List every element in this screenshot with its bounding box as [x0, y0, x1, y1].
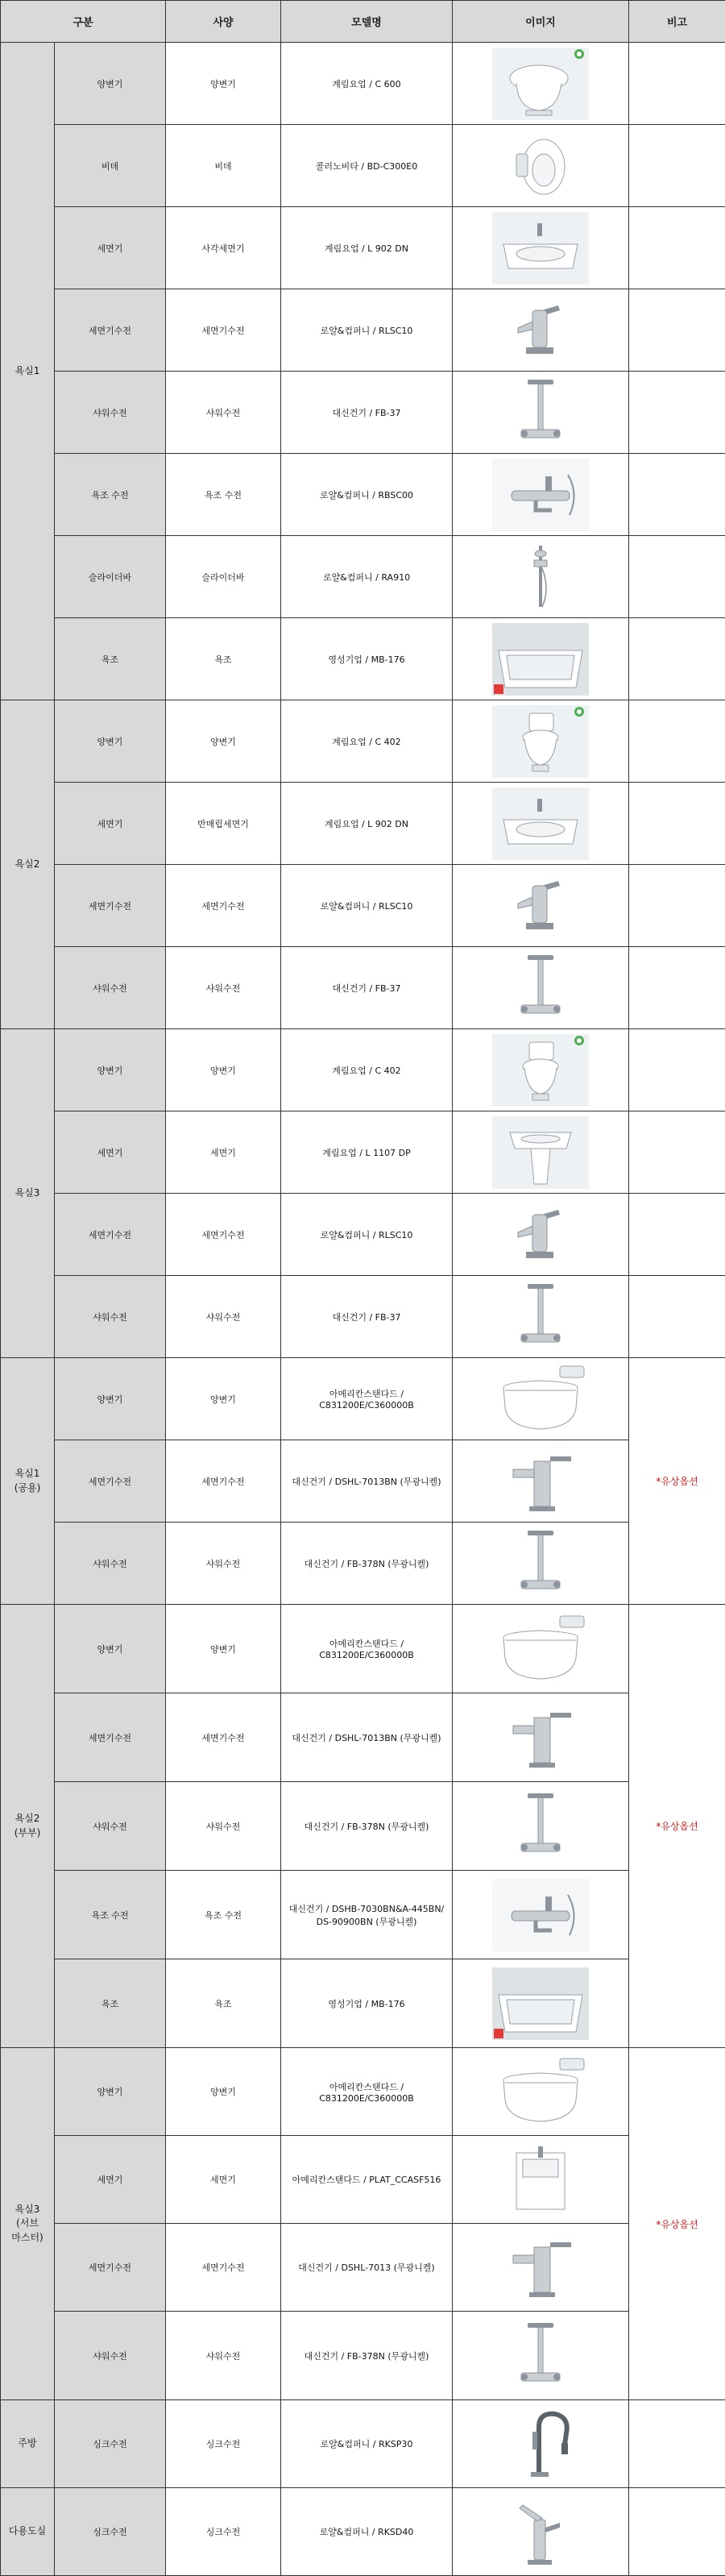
fixture-model: 계림요업 / L 902 DN: [281, 207, 453, 289]
fixture-category: 욕조 수전: [55, 1871, 166, 1959]
pull-down-sink-faucet-icon: [492, 2408, 589, 2480]
product-image-cell: [453, 947, 629, 1029]
fixture-category: 양변기: [55, 2048, 166, 2136]
shower-faucet-icon: [492, 1281, 589, 1353]
square-basin-faucet-icon: [492, 1445, 589, 1518]
table-row: [1, 536, 725, 618]
note-cell: [629, 618, 725, 700]
note-cell: [629, 43, 725, 125]
fixture-category: 세면기수전: [55, 1440, 166, 1523]
fixture-model: 대신건기 / DSHL-7013BN (무광니켈): [281, 1440, 453, 1523]
fixture-category: 샤워수전: [55, 1782, 166, 1871]
product-image-cell: [453, 1440, 629, 1523]
room-label: 욕실1: [1, 43, 55, 700]
fixture-model: 영성기업 / MB-176: [281, 618, 453, 700]
fixture-model: 아메리칸스탠다드 / C831200E/C360000B: [281, 1605, 453, 1693]
product-image-cell: [453, 125, 629, 207]
product-image-cell: [453, 289, 629, 372]
slide-bar-icon: [492, 541, 589, 613]
washbasin-icon: [492, 787, 589, 860]
product-image-cell: [453, 1358, 629, 1440]
fixture-model: 아메리칸스탠다드 / C831200E/C360000B: [281, 1358, 453, 1440]
fixture-spec: 세면기: [166, 1111, 281, 1194]
product-image-cell: [453, 1111, 629, 1194]
fixture-spec: 반매립세면기: [166, 783, 281, 865]
fixture-category: 세면기: [55, 783, 166, 865]
fixture-category: 양변기: [55, 1605, 166, 1693]
fixture-category: 슬라이더바: [55, 536, 166, 618]
fixture-category: 양변기: [55, 700, 166, 783]
basin-faucet-icon: [492, 1199, 589, 1271]
fixture-category: 샤워수전: [55, 947, 166, 1029]
table-row: [1, 1693, 725, 1782]
fixture-model: 계림요업 / L 902 DN: [281, 783, 453, 865]
fixture-model: 로얄&컴퍼니 / RKSD40: [281, 2488, 453, 2576]
product-image-cell: [453, 2488, 629, 2576]
fixture-category: 양변기: [55, 1029, 166, 1111]
bathtub-icon: [492, 623, 589, 696]
fixture-model: 로얄&컴퍼니 / RLSC10: [281, 1194, 453, 1276]
bidet-seat-icon: [492, 130, 589, 202]
fixture-category: 비데: [55, 125, 166, 207]
fixture-model: 계림요업 / C 600: [281, 43, 453, 125]
table-row: [1, 1959, 725, 2048]
product-image-cell: [453, 2400, 629, 2488]
fixture-model: 대신건기 / FB-37: [281, 947, 453, 1029]
table-row: [1, 2048, 725, 2136]
fixture-model: 대신건기 / FB-378N (무광니켈): [281, 1782, 453, 1871]
fixture-model: 아메리칸스탠다드 / C831200E/C360000B: [281, 2048, 453, 2136]
fixture-spec: 양변기: [166, 1029, 281, 1111]
note-cell: [629, 783, 725, 865]
fixture-spec: 샤워수전: [166, 372, 281, 454]
fixture-category: 욕조: [55, 618, 166, 700]
note-cell: [629, 2400, 725, 2488]
fixture-spec: 슬라이더바: [166, 536, 281, 618]
fixture-spec: 양변기: [166, 2048, 281, 2136]
note-cell: [629, 372, 725, 454]
bath-faucet-icon: [492, 1879, 589, 1951]
table-row: [1, 783, 725, 865]
product-image-cell: [453, 2048, 629, 2136]
table-row: [1, 2224, 725, 2312]
fixture-spec: 샤워수전: [166, 1276, 281, 1358]
square-basin-faucet-icon: [492, 2231, 589, 2304]
note-cell: [629, 207, 725, 289]
product-image-cell: [453, 1782, 629, 1871]
fixture-spec: 세면기수전: [166, 1693, 281, 1782]
vessel-basin-icon: [492, 2143, 589, 2216]
table-row: [1, 1276, 725, 1358]
product-image-cell: [453, 865, 629, 947]
fixture-category: 샤워수전: [55, 2312, 166, 2400]
note-cell: [629, 700, 725, 783]
fixture-category: 세면기: [55, 2136, 166, 2224]
fixture-category: 세면기수전: [55, 2224, 166, 2312]
fixture-model: 대신건기 / DSHL-7013BN (무광니켈): [281, 1693, 453, 1782]
fixture-spec: 양변기: [166, 43, 281, 125]
product-image-cell: [453, 454, 629, 536]
note-cell: [629, 1276, 725, 1358]
shower-faucet-icon: [492, 1527, 589, 1600]
fixture-spec: 사각세면기: [166, 207, 281, 289]
fixture-category: 샤워수전: [55, 1276, 166, 1358]
fixture-model: 로얄&컴퍼니 / RLSC10: [281, 865, 453, 947]
note-cell: [629, 1029, 725, 1111]
shower-faucet-icon: [492, 376, 589, 449]
note-cell: [629, 536, 725, 618]
header-image: 이미지: [453, 1, 629, 43]
fixture-spec: 싱크수전: [166, 2488, 281, 2576]
room-label: 주방: [1, 2400, 55, 2488]
product-image-cell: [453, 1605, 629, 1693]
table-row: [1, 43, 725, 125]
product-image-cell: [453, 700, 629, 783]
sink-faucet-icon: [492, 2495, 589, 2568]
note-cell: [629, 125, 725, 207]
bathtub-icon: [492, 1967, 589, 2040]
fixture-spec: 세면기수전: [166, 1194, 281, 1276]
note-cell: [629, 454, 725, 536]
fixture-spec: 양변기: [166, 1358, 281, 1440]
fixture-category: 세면기수전: [55, 1194, 166, 1276]
washbasin-icon: [492, 212, 589, 285]
fixture-spec: 샤워수전: [166, 1782, 281, 1871]
product-image-cell: [453, 1194, 629, 1276]
fixture-model: 대신건기 / DSHL-7013 (무광니켈): [281, 2224, 453, 2312]
fixture-category: 양변기: [55, 43, 166, 125]
fixture-model: 영성기업 / MB-176: [281, 1959, 453, 2048]
product-image-cell: [453, 783, 629, 865]
product-image-cell: [453, 372, 629, 454]
fixture-category: 세면기수전: [55, 289, 166, 372]
paid-option-note: *유상옵션: [629, 1605, 725, 2048]
fixture-model: 로얄&컴퍼니 / RBSC00: [281, 454, 453, 536]
room-label: 욕실3: [1, 1029, 55, 1358]
table-row: [1, 1194, 725, 1276]
paid-option-note: *유상옵션: [629, 2048, 725, 2400]
table-row: [1, 1782, 725, 1871]
fixture-spec: 싱크수전: [166, 2400, 281, 2488]
table-row: [1, 1605, 725, 1693]
note-cell: [629, 947, 725, 1029]
table-row: [1, 618, 725, 700]
table-row: [1, 454, 725, 536]
table-row: [1, 865, 725, 947]
room-label: 욕실2: [1, 700, 55, 1029]
shower-faucet-icon: [492, 952, 589, 1024]
product-image-cell: [453, 1693, 629, 1782]
fixture-model: 계림요업 / C 402: [281, 1029, 453, 1111]
header-model: 모델명: [281, 1, 453, 43]
fixture-spec: 세면기수전: [166, 289, 281, 372]
fixture-category: 세면기: [55, 207, 166, 289]
table-row: [1, 947, 725, 1029]
room-label: 욕실1 (공용): [1, 1358, 55, 1605]
basin-faucet-icon: [492, 294, 589, 367]
fixture-spec: 세면기수전: [166, 865, 281, 947]
smart-toilet-icon: [492, 1613, 589, 1685]
fixture-category: 샤워수전: [55, 372, 166, 454]
header-note: 비고: [629, 1, 725, 43]
pedestal-basin-icon: [492, 1116, 589, 1189]
table-row: [1, 700, 725, 783]
product-image-cell: [453, 2224, 629, 2312]
room-label: 욕실3 (서브 마스터): [1, 2048, 55, 2400]
fixture-model: 로얄&컴퍼니 / RKSP30: [281, 2400, 453, 2488]
bath-faucet-icon: [492, 459, 589, 531]
fixture-model: 대신건기 / FB-37: [281, 372, 453, 454]
product-image-cell: [453, 1029, 629, 1111]
shower-faucet-icon: [492, 2320, 589, 2392]
table-row: [1, 1871, 725, 1959]
fixture-model: 로얄&컴퍼니 / RLSC10: [281, 289, 453, 372]
header-spec: 사양: [166, 1, 281, 43]
note-cell: [629, 289, 725, 372]
fixture-spec: 욕조: [166, 618, 281, 700]
fixture-spec: 샤워수전: [166, 1523, 281, 1605]
product-image-cell: [453, 1871, 629, 1959]
fixture-spec: 양변기: [166, 700, 281, 783]
table-row: [1, 1358, 725, 1440]
note-cell: [629, 1111, 725, 1194]
table-row: [1, 2136, 725, 2224]
product-image-cell: [453, 1276, 629, 1358]
product-image-cell: [453, 1959, 629, 2048]
product-image-cell: [453, 618, 629, 700]
smart-toilet-icon: [492, 2055, 589, 2128]
table-row: [1, 1523, 725, 1605]
product-image-cell: [453, 2312, 629, 2400]
fixture-spec: 양변기: [166, 1605, 281, 1693]
fixture-category: 양변기: [55, 1358, 166, 1440]
square-basin-faucet-icon: [492, 1701, 589, 1774]
table-row: [1, 372, 725, 454]
toilet-icon: [492, 705, 589, 778]
note-cell: [629, 2488, 725, 2576]
table-row: [1, 2400, 725, 2488]
toilet-bidet-icon: [492, 48, 589, 120]
fixture-spec: 세면기: [166, 2136, 281, 2224]
table-row: [1, 125, 725, 207]
table-row: [1, 2488, 725, 2576]
fixture-model: 계림요업 / L 1107 DP: [281, 1111, 453, 1194]
fixture-category: 싱크수전: [55, 2400, 166, 2488]
basin-faucet-icon: [492, 870, 589, 942]
table-row: [1, 1111, 725, 1194]
fixture-category: 샤워수전: [55, 1523, 166, 1605]
fixture-category: 세면기수전: [55, 865, 166, 947]
product-image-cell: [453, 536, 629, 618]
fixture-model: 계림요업 / C 402: [281, 700, 453, 783]
header-category: 구분: [1, 1, 166, 43]
shower-faucet-icon: [492, 1790, 589, 1863]
table-row: [1, 207, 725, 289]
fixture-spec: 세면기수전: [166, 2224, 281, 2312]
fixture-category: 욕조 수전: [55, 454, 166, 536]
note-cell: [629, 865, 725, 947]
table-body: [1, 43, 725, 2576]
product-image-cell: [453, 43, 629, 125]
table-row: [1, 1440, 725, 1523]
toilet-icon: [492, 1034, 589, 1107]
fixture-spec: 욕조 수전: [166, 454, 281, 536]
fixture-model: 대신건기 / DSHB-7030BN&A-445BN/ DS-90900BN (무광니켈): [281, 1871, 453, 1959]
room-label: 욕실2 (부부): [1, 1605, 55, 2048]
fixture-model: 콜러노비타 / BD-C300E0: [281, 125, 453, 207]
fixture-category: 싱크수전: [55, 2488, 166, 2576]
smart-toilet-icon: [492, 1363, 589, 1435]
table-row: [1, 2312, 725, 2400]
fixture-model: 로얄&컴퍼니 / RA910: [281, 536, 453, 618]
fixture-spec: 욕조 수전: [166, 1871, 281, 1959]
product-image-cell: [453, 207, 629, 289]
fixture-model: 대신건기 / FB-378N (무광니켈): [281, 2312, 453, 2400]
room-label: 다용도실: [1, 2488, 55, 2576]
fixture-model: 아메리칸스탠다드 / PLAT_CCASF516: [281, 2136, 453, 2224]
product-image-cell: [453, 2136, 629, 2224]
fixture-model: 대신건기 / FB-37: [281, 1276, 453, 1358]
fixture-spec: 비데: [166, 125, 281, 207]
table-row: [1, 1029, 725, 1111]
header-row: [1, 1, 725, 43]
fixture-category: 세면기: [55, 1111, 166, 1194]
fixture-spec: 샤워수전: [166, 947, 281, 1029]
fixture-spec: 샤워수전: [166, 2312, 281, 2400]
fixture-category: 욕조: [55, 1959, 166, 2048]
product-image-cell: [453, 1523, 629, 1605]
table-row: [1, 289, 725, 372]
fixture-category: 세면기수전: [55, 1693, 166, 1782]
fixture-spec: 세면기수전: [166, 1440, 281, 1523]
fixture-spec: 욕조: [166, 1959, 281, 2048]
paid-option-note: *유상옵션: [629, 1358, 725, 1605]
fixture-model: 대신건기 / FB-378N (무광니켈): [281, 1523, 453, 1605]
note-cell: [629, 1194, 725, 1276]
